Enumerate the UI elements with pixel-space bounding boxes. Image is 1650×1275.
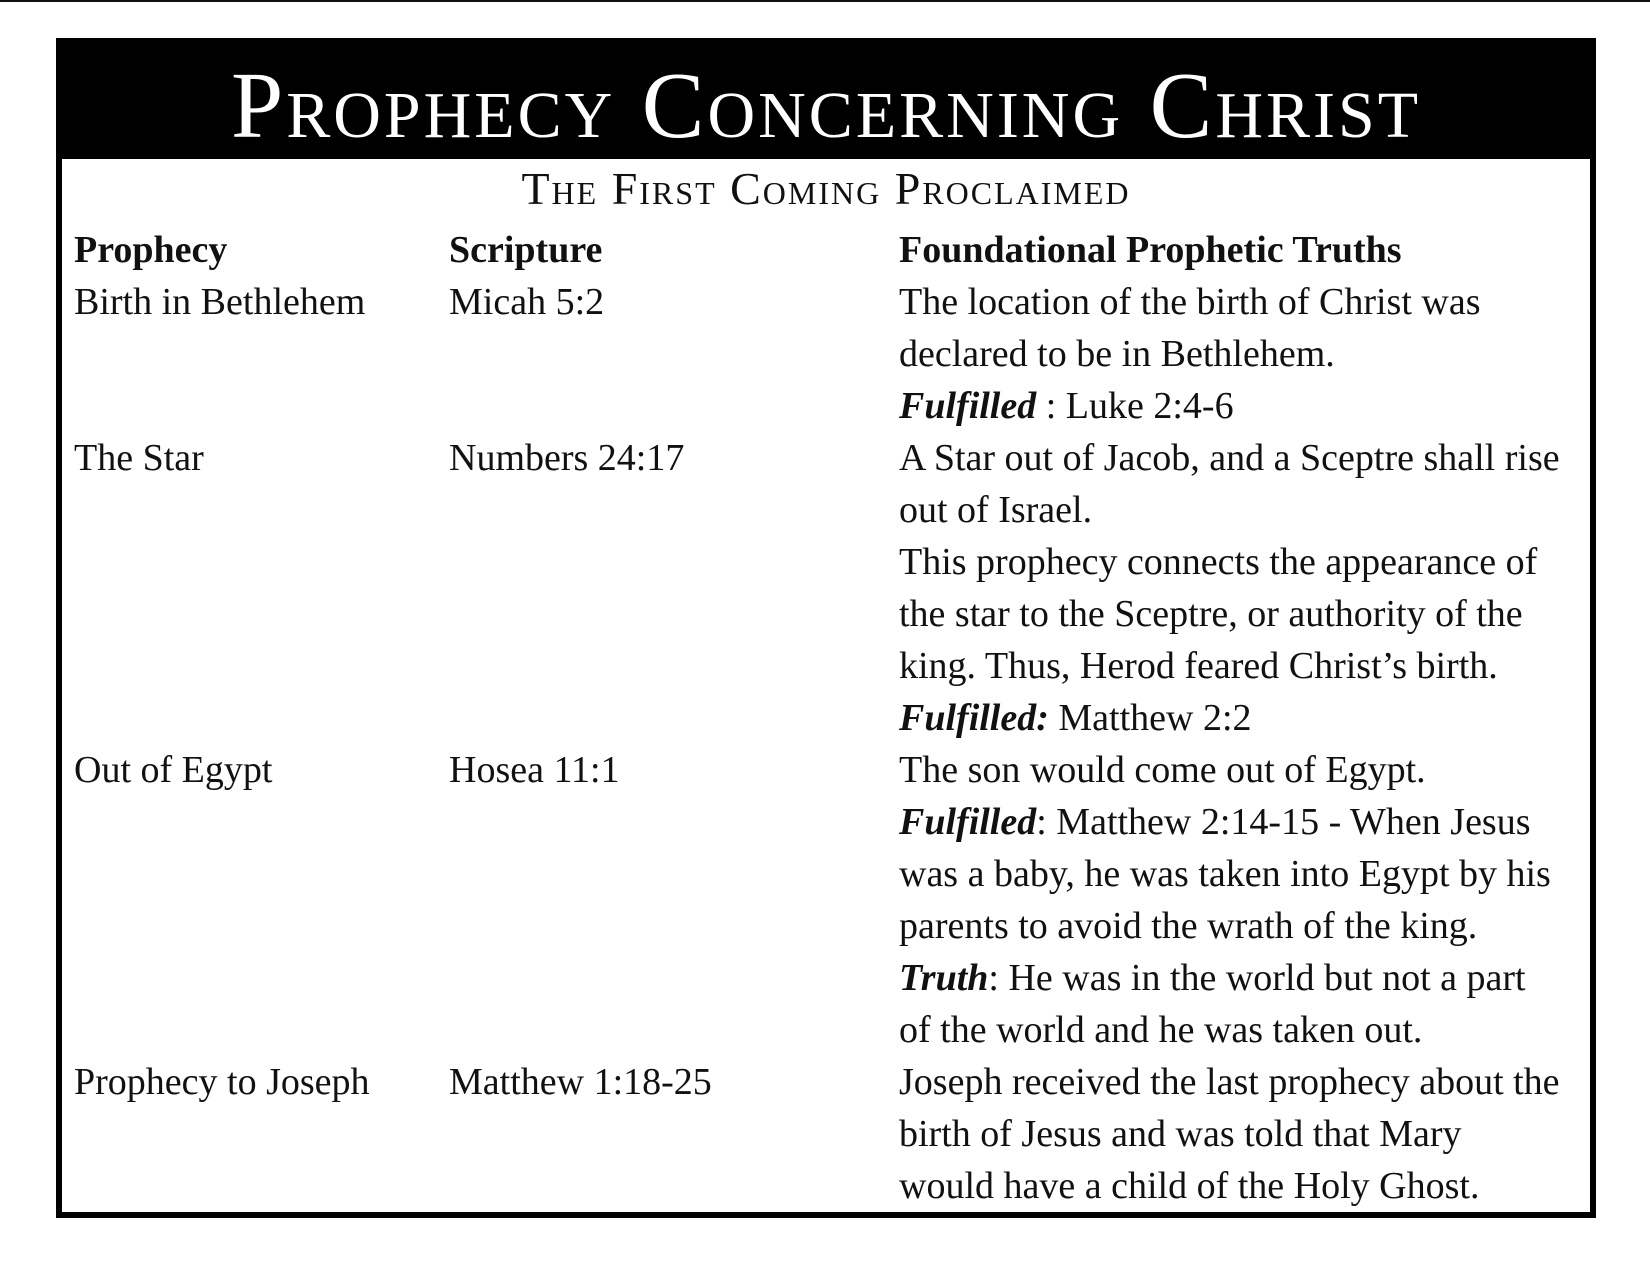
table-row (74, 276, 1584, 432)
prophecy-cell: Out of Egypt (74, 749, 273, 791)
fulfilled-label: Fulfilled (899, 801, 1037, 843)
scripture-cell: Micah 5:2 (449, 281, 605, 323)
truth-line: The son would come out of Egypt. (899, 749, 1426, 791)
truth-line: This prophecy connects the appearance of (899, 541, 1538, 583)
table-header-row (74, 224, 1584, 276)
truths-cell (899, 432, 1584, 744)
truth-line: A Star out of Jacob, and a Sceptre shall rise (899, 437, 1560, 479)
truth-line: The location of the birth of Christ was (899, 281, 1481, 323)
truths-cell (899, 276, 1584, 432)
fulfilled-line (899, 796, 1584, 848)
fulfilled-line (899, 380, 1584, 432)
column-header-truths: Foundational Prophetic Truths (899, 229, 1402, 271)
truth-line: the star to the Sceptre, or authority of the (899, 593, 1523, 635)
truth-label: Truth (899, 957, 989, 999)
truth-line: king. Thus, Herod feared Christ’s birth. (899, 645, 1498, 687)
column-header-scripture: Scripture (449, 229, 603, 271)
top-rule (0, 0, 1650, 2)
fulfilled-label: Fulfilled (899, 385, 1037, 427)
table-row (74, 1056, 1584, 1212)
table-row (74, 432, 1584, 744)
fulfilled-line (899, 692, 1584, 744)
truth-line: out of Israel. (899, 489, 1093, 531)
truth-line: Joseph received the last prophecy about the (899, 1061, 1560, 1103)
page-subtitle: The First Coming Proclaimed (521, 163, 1131, 214)
page-title: Prophecy Concerning Christ (230, 53, 1422, 158)
scripture-cell: Hosea 11:1 (449, 749, 620, 791)
truths-cell (899, 744, 1584, 1056)
prophecy-cell: Birth in Bethlehem (74, 281, 366, 323)
document-frame (56, 38, 1596, 1218)
title-bar (62, 44, 1590, 159)
column-header-prophecy: Prophecy (74, 229, 228, 271)
truth-continuation: of the world and he was taken out. (899, 1009, 1423, 1051)
fulfilled-continuation: parents to avoid the wrath of the king. (899, 905, 1478, 947)
truth-line: birth of Jesus and was told that Mary (899, 1113, 1462, 1155)
scripture-cell: Numbers 24:17 (449, 437, 685, 479)
truths-cell (899, 1056, 1584, 1212)
prophecy-table (74, 224, 1584, 1212)
prophecy-cell: The Star (74, 437, 204, 479)
truth-line: declared to be in Bethlehem. (899, 333, 1335, 375)
table-row (74, 744, 1584, 1056)
fulfilled-label: Fulfilled: (899, 697, 1049, 739)
fulfilled-text: : Matthew 2:14-15 - When Jesus (1036, 801, 1531, 843)
scripture-cell: Matthew 1:18-25 (449, 1061, 712, 1103)
truth-line: would have a child of the Holy Ghost. (899, 1165, 1480, 1207)
prophecy-cell: Prophecy to Joseph (74, 1061, 370, 1103)
fulfilled-text: : Luke 2:4-6 (1036, 385, 1234, 427)
fulfilled-text: Matthew 2:2 (1048, 697, 1252, 739)
truth-note-line (899, 952, 1584, 1004)
fulfilled-continuation: was a baby, he was taken into Egypt by his (899, 853, 1551, 895)
truth-text: : He was in the world but not a part (988, 957, 1526, 999)
